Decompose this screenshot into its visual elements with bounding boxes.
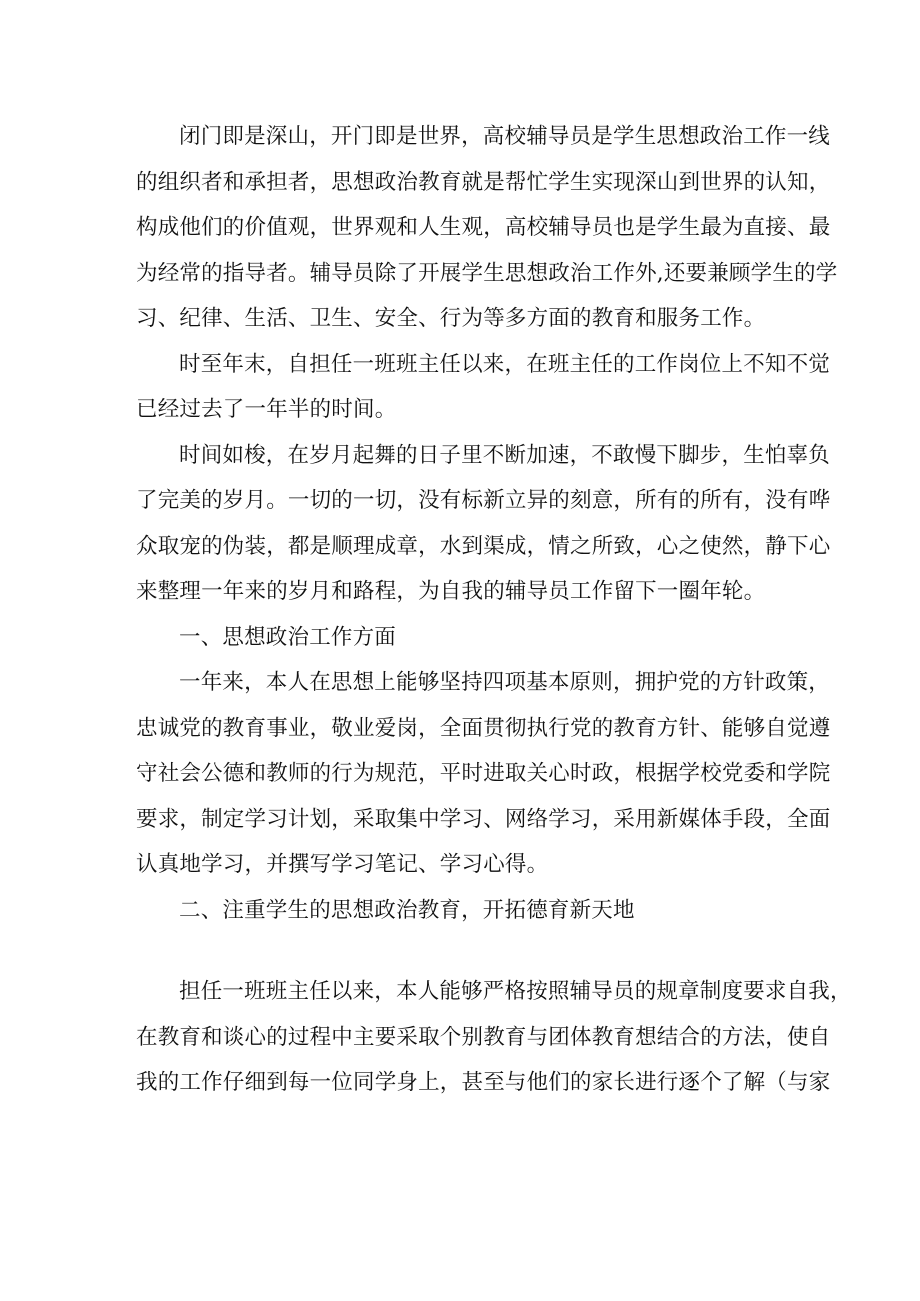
paragraph-line: 时至年末，自担任一班班主任以来，在班主任的工作岗位上不知不觉	[179, 351, 831, 377]
document-body	[136, 114, 852, 1106]
paragraph-line: 时间如梭，在岁月起舞的日子里不断加速，不敢慢下脚步，生怕辜负	[179, 442, 831, 468]
paragraph-line: 一年来，本人在思想上能够坚持四项基本原则，拥护党的方针政策，	[179, 670, 831, 695]
paragraph-line: 忠诚党的教育事业，敬业爱岗，全面贯彻执行党的教育方针、能够自觉遵	[136, 715, 831, 741]
paragraph-line: 构成他们的价值观，世界观和人生观，高校辅导员也是学生最为直接、最	[136, 215, 831, 240]
paragraph-line: 习、纪律、生活、卫生、安全、行为等多方面的教育和服务工作。	[136, 306, 766, 331]
paragraph-line: 担任一班班主任以来，本人能够严格按照辅导员的规章制度要求自我，	[179, 979, 852, 1004]
paragraph-line: 在教育和谈心的过程中主要采取个别教育与团体教育想结合的方法，使自	[136, 1024, 831, 1050]
section-gap	[136, 933, 788, 969]
section-heading: 二、注重学生的思想政治教育，开拓德育新天地	[179, 897, 635, 923]
paragraph-line: 了完美的岁月。一切的一切，没有标新立异的刻意，所有的所有，没有哗	[136, 488, 831, 513]
paragraph-line: 闭门即是深山，开门即是世界，高校辅导员是学生思想政治工作一线	[179, 124, 831, 149]
paragraph-line: 我的工作仔细到每一位同学身上，甚至与他们的家长进行逐个了解（与家	[136, 1070, 831, 1095]
paragraph-line: 来整理一年来的岁月和路程，为自我的辅导员工作留下一圈年轮。	[136, 579, 766, 604]
paragraph-line: 为经常的指导者。辅导员除了开展学生思想政治工作外,还要兼顾学生的学	[136, 260, 838, 286]
paragraph-line: 已经过去了一年半的时间。	[136, 397, 397, 422]
section-heading: 一、思想政治工作方面	[179, 624, 397, 650]
paragraph-line: 要求，制定学习计划，采取集中学习、网络学习，采用新媒体手段，全面	[136, 806, 831, 832]
paragraph-line: 的组织者和承担者，思想政治教育就是帮忙学生实现深山到世界的认知，	[136, 169, 831, 195]
paragraph-line: 认真地学习，并撰写学习笔记、学习心得。	[136, 852, 549, 877]
paragraph-line: 众取宠的伪装，都是顺理成章，水到渠成，情之所致，心之使然，静下心	[136, 533, 831, 559]
paragraph-line: 守社会公德和教师的行为规范，平时进取关心时政，根据学校党委和学院	[136, 761, 831, 786]
